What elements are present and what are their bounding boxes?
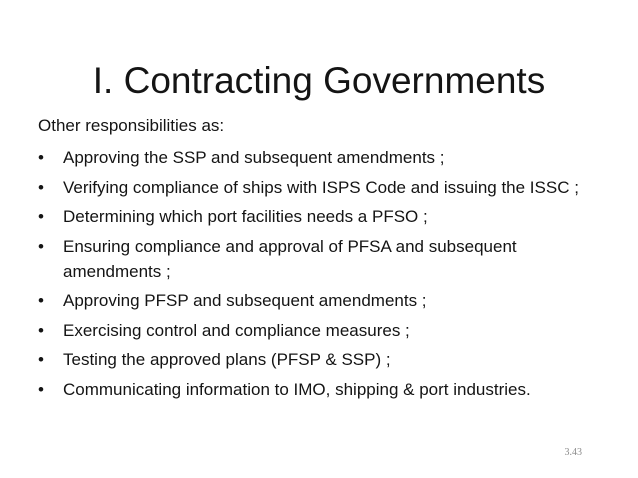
bullet-text: Verifying compliance of ships with ISPS Code and issuing the ISSC ; — [63, 177, 579, 197]
bullet-text: Communicating information to IMO, shipping & port industries. — [63, 379, 531, 399]
list-item — [38, 318, 608, 343]
list-item — [38, 145, 608, 170]
page-number: 3.43 — [564, 447, 582, 458]
bullet-icon: • — [38, 320, 44, 340]
bullet-icon: • — [38, 207, 44, 226]
bullet-text: Determining which port facilities needs a PFSO ; — [63, 207, 428, 226]
bullet-text: Approving PFSP and subsequent amendments ; — [63, 291, 427, 310]
intro-text: Other responsibilities as: — [38, 116, 225, 135]
bullet-icon: • — [38, 177, 44, 197]
list-item — [38, 175, 608, 200]
slide-title: I. Contracting Governments — [92, 60, 546, 101]
list-item — [38, 288, 608, 313]
list-item — [38, 377, 608, 402]
bullet-text: Approving the SSP and subsequent amendments ; — [63, 148, 445, 167]
bullet-icon: • — [38, 291, 44, 310]
list-item — [38, 234, 608, 284]
bullet-text: Testing the approved plans (PFSP & SSP) ; — [63, 350, 391, 369]
bullet-icon: • — [38, 379, 44, 399]
bullet-list — [38, 145, 608, 406]
list-item — [38, 204, 608, 229]
bullet-text: Ensuring compliance and approval of PFSA and subsequent amendments ; — [63, 236, 517, 281]
bullet-icon: • — [38, 148, 44, 167]
bullet-icon: • — [38, 236, 44, 256]
bullet-text: Exercising control and compliance measures ; — [63, 320, 410, 340]
bullet-icon: • — [38, 350, 44, 369]
list-item — [38, 347, 608, 372]
